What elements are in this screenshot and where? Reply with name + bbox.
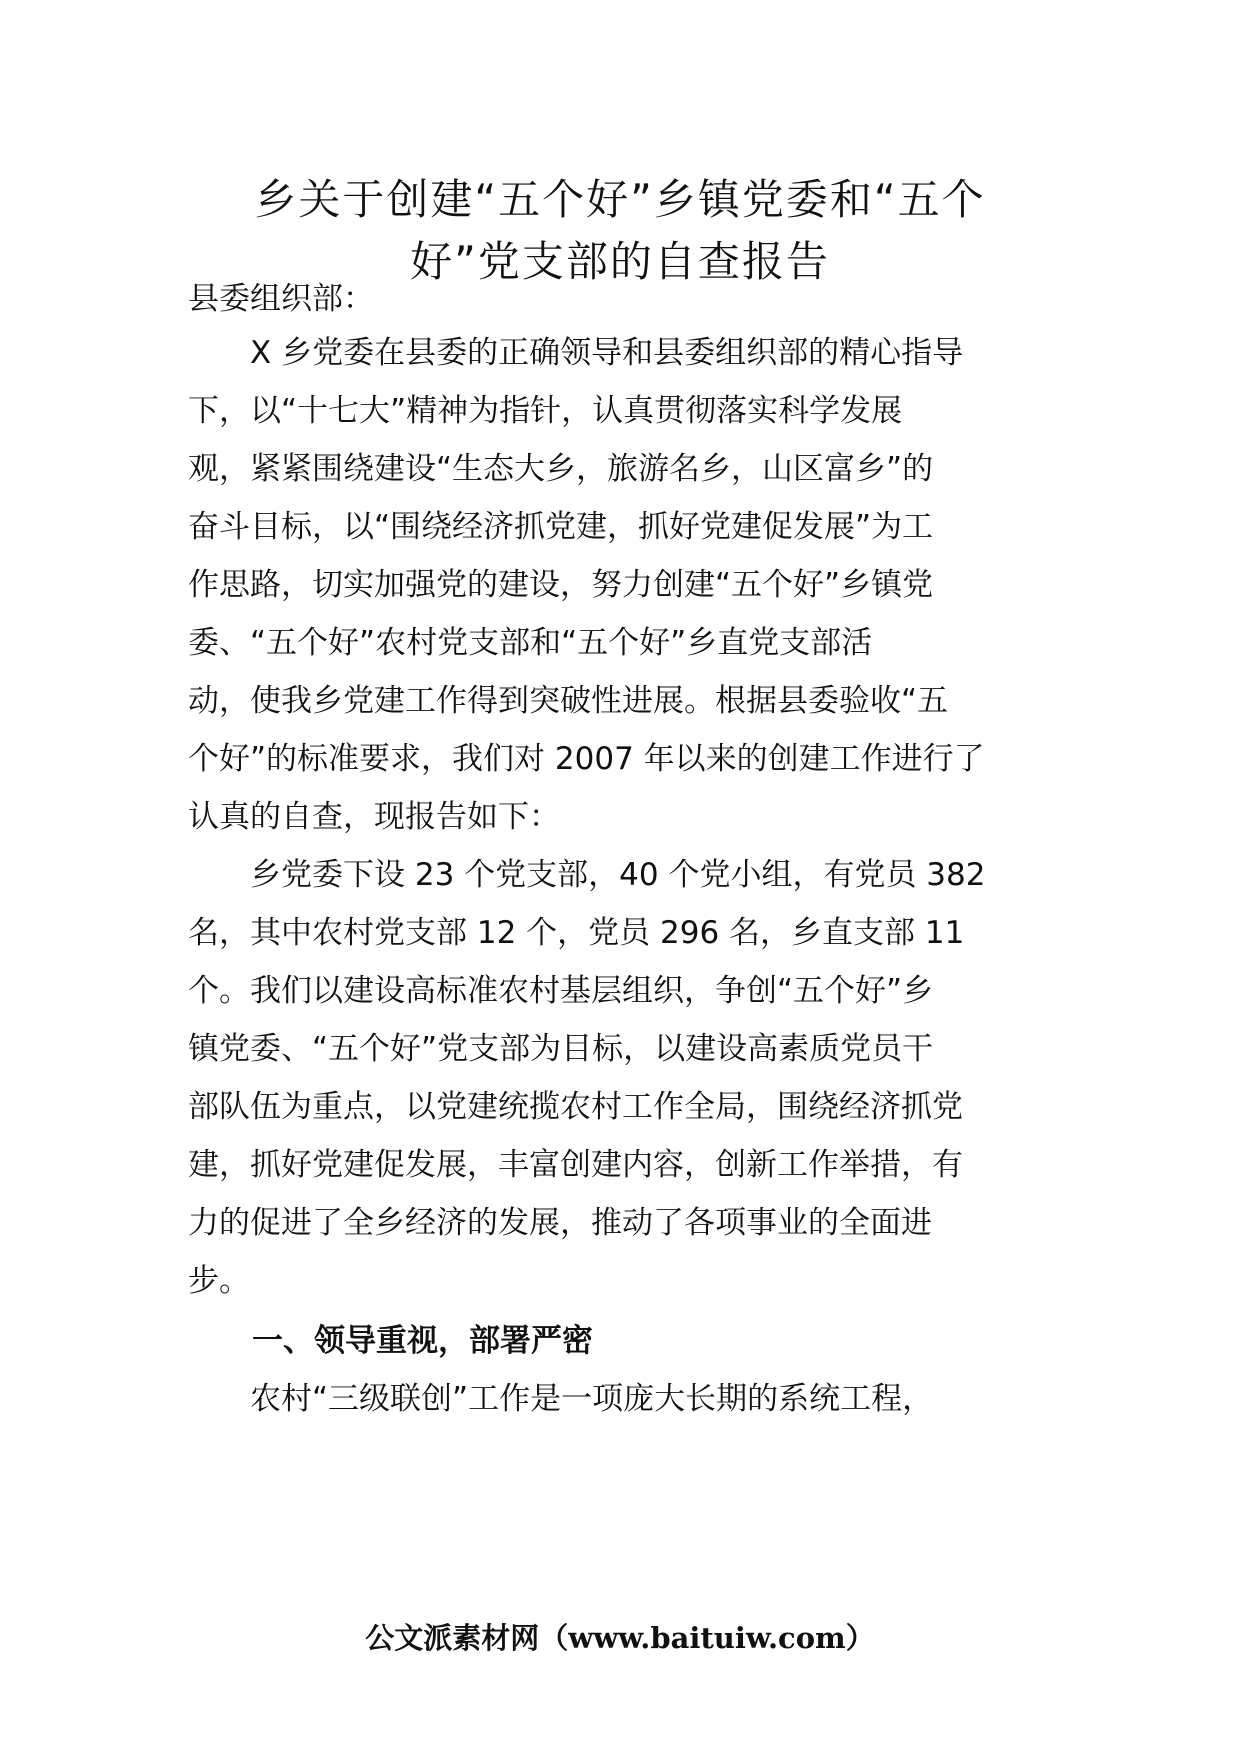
body-line: 建，抓好党建促发展，丰富创建内容，创新工作举措，有 <box>188 1147 963 1183</box>
body-line: 认真的自查，现报告如下： <box>188 799 560 835</box>
footer-watermark: 公文派素材网（www.baituiw.com） <box>365 1621 875 1655</box>
body-line: 作思路，切实加强党的建设，努力创建“五个好”乡镇党 <box>188 567 934 603</box>
body-line: 观，紧紧围绕建设“生态大乡，旅游名乡，山区富乡”的 <box>188 451 934 487</box>
body-line: 农村“三级联创”工作是一项庞大长期的系统工程， <box>188 1381 934 1417</box>
body-line: X 乡党委在县委的正确领导和县委组织部的精心指导 <box>188 335 964 371</box>
body-line: 力的促进了全乡经济的发展，推动了各项事业的全面进 <box>188 1205 932 1241</box>
body-line: 步。 <box>188 1263 250 1299</box>
body-line: 乡党委下设 23 个党支部，40 个党小组，有党员 382 <box>188 857 986 893</box>
body-line: 动，使我乡党建工作得到突破性进展。根据县委验收“五 <box>188 683 949 719</box>
body-line: 委、“五个好”农村党支部和“五个好”乡直党支部活 <box>188 625 873 661</box>
salutation: 县委组织部： <box>188 281 374 317</box>
document-title-line-2: 好”党支部的自查报告 <box>410 237 830 286</box>
body-line: 镇党委、“五个好”党支部为目标，以建设高素质党员干 <box>188 1031 934 1067</box>
body-line: 个好”的标准要求，我们对 2007 年以来的创建工作进行了 <box>188 741 985 777</box>
body-line: 名，其中农村党支部 12 个，党员 296 名，乡直支部 11 <box>188 915 965 951</box>
document-title-line-1: 乡关于创建“五个好”乡镇党委和“五个 <box>254 175 986 224</box>
body-line: 个。我们以建设高标准农村基层组织，争创“五个好”乡 <box>188 973 934 1009</box>
section-heading: 一、领导重视，部署严密 <box>252 1323 593 1359</box>
body-line: 奋斗目标，以“围绕经济抓党建，抓好党建促发展”为工 <box>188 509 934 545</box>
body-line: 下，以“十七大”精神为指针，认真贯彻落实科学发展 <box>188 393 903 429</box>
body-line: 部队伍为重点，以党建统揽农村工作全局，围绕经济抓党 <box>188 1089 963 1125</box>
